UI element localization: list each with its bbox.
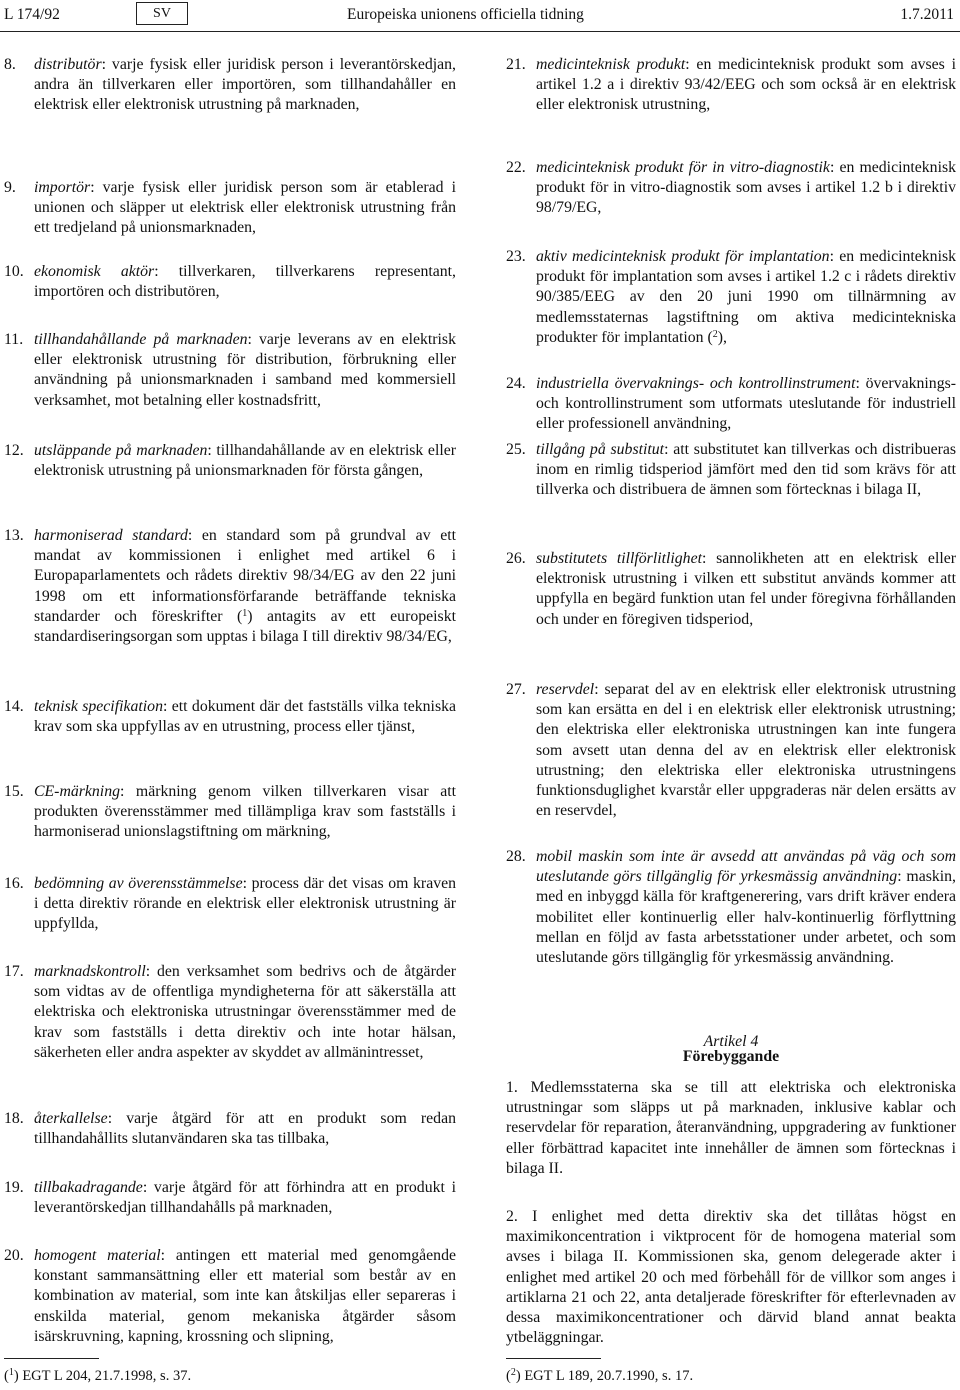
definition-body: : sannolikheten att en elektrisk eller elektronisk utrustning i vilken ett substitut används kommer att uppfylla en begärd funktion utan fel under föregivna förhållanden och under en föregiven tidsperiod,: [536, 550, 956, 628]
definition-body-tail: ),: [717, 328, 728, 346]
definition-text: [506, 680, 956, 821]
definition-term: medicinteknisk produkt för in vitro-diagnostik: [536, 159, 830, 176]
definition-body: : en standard som på grundval av ett mandat av kommissionen i enlighet med artikel 6 i Europaparlamentets och rådets direktiv 98/34/EG av den 22 juni 1998 om ett informationsförfarande beträffande tekniska standarder och föreskrifter (: [34, 527, 456, 625]
definition-item: [4, 962, 456, 1063]
definition-term: utsläppande på marknaden: [34, 442, 208, 459]
definition-item: [4, 262, 456, 302]
definition-item: [4, 441, 456, 481]
definition-term: bedömning av överensstämmelse: [34, 875, 243, 892]
definition-body: : märkning genom vilken tillverkaren visar att produkten överensstämmer med tillämpliga krav som fastställs i harmoniserad unionslagstiftning om märkning,: [34, 783, 456, 841]
definition-text: [506, 847, 956, 968]
definition-body: : övervaknings- och kontrollinstrument som utformats uteslutande för industriell eller professionell användning,: [536, 375, 956, 433]
definition-item: [4, 1246, 456, 1347]
definition-number: 20.: [4, 1247, 24, 1264]
definition-term: tillgång på substitut: [536, 441, 665, 458]
definition-body: : att substitutet kan tillverkas och distribueras inom en rimlig tidsperiod jämfört med den tid som krävs för att tillverka och distribuera de ämnen som förtecknas i bilaga II,: [536, 441, 956, 499]
page-reference: L 174/92: [4, 6, 60, 23]
definition-term: ekonomisk aktör: [34, 263, 155, 280]
footnote-mark: 2: [510, 1367, 516, 1378]
footnote-text: EGT L 204, 21.7.1998, s. 37.: [22, 1368, 192, 1384]
definition-term: teknisk specifikation: [34, 698, 163, 715]
footnote-left: ($^1$) EGT L 204, 21.7.1998, s. 37.: [4, 1367, 192, 1384]
footnote-text: EGT L 189, 20.7.1990, s. 17.: [524, 1368, 694, 1384]
definition-number: 11.: [4, 331, 24, 348]
definition-body: : varje leverans av en elektrisk eller elektronisk utrustning för distribution, förbrukning eller användning på unionsmarknaden i samband med kommersiell verksamhet, mot betalning eller kostnadsfritt,: [34, 331, 456, 409]
definition-number: 26.: [506, 550, 526, 567]
footnote-rule-left: [4, 1358, 99, 1359]
definition-body: : antingen ett material med genomgående konstant sammansättning eller ett material som består av en kombination av material, som inte kan åtskiljas eller separeras i enskilda material, genom mekaniska åtgärder såsom isärskruvning, kapning, krossning och slipning,: [34, 1247, 456, 1345]
definition-item: [506, 847, 956, 968]
definition-text: [4, 1178, 456, 1218]
definition-item: [4, 1178, 456, 1218]
definition-item: [4, 178, 456, 239]
footnote-rule-right: [506, 1358, 601, 1359]
definition-body-tail: ) antagits av ett europeiskt standardiseringsorgan som upptas i bilaga I till direktiv 98/34/EG,: [34, 607, 456, 646]
publication-date: 1.7.2011: [900, 6, 954, 23]
definition-body: : separat del av en elektrisk eller elektronisk utrustning som kan ersätta en del i en elektrisk eller elektronisk utrustning; den elektriska eller elektroniska utrustningen kan inte fungera som avsett utan denna del av en elektrisk eller elektronisk utrustning; den elektriska eller elektroniska utrustningens funktionsduglighet kvarstår eller uppgraderas när delen ersätts av en reservdel,: [536, 681, 956, 820]
definition-body: : varje åtgärd för att förhindra att en produkt i leverantörskedjan tillhandahålls på marknaden,: [34, 1179, 456, 1217]
definition-text: [4, 178, 456, 239]
definition-term: marknadskontroll: [34, 963, 146, 980]
footnote-reference: 1: [242, 607, 248, 619]
definition-number: 17.: [4, 963, 24, 980]
definition-number: 18.: [4, 1110, 24, 1127]
definition-body: : en medicinteknisk produkt för implantation som avses i artikel 1.2 c i rådets direktiv 90/385/EEG av den 20 juni 1990 om tillnärmning av medlemsstaternas lagstiftning om aktiva medicintekniska produkter för implantation (: [536, 248, 957, 346]
definition-number: 21.: [506, 56, 526, 73]
definition-item: [506, 549, 956, 630]
definition-term: tillbakadragande: [34, 1179, 143, 1196]
definition-body: : tillhandahållande av en elektrisk eller elektronisk utrustning på unionsmarknaden för första gången,: [34, 442, 456, 480]
definition-term: substitutets tillförlitlighet: [536, 550, 702, 567]
definition-number: 12.: [4, 442, 24, 459]
definition-term: reservdel: [536, 681, 595, 698]
definition-text: [4, 962, 456, 1063]
definition-item: [506, 247, 956, 348]
definition-text: [506, 440, 956, 501]
definition-body: : varje fysisk eller juridisk person som är etablerad i unionen och släpper ut elektrisk eller elektronisk utrustning från ett tredjeland på unionsmarknaden,: [34, 179, 456, 237]
definition-number: 19.: [4, 1179, 24, 1196]
article-paragraph-2: 2. I enlighet med detta direktiv ska det tillåtas högst en maximikoncentration i viktprocent för de homogena material som avses i bilaga II. Kommissionen ska, genom delegerade akter i enlighet med artikel 20 och med förbehåll för de villkor som anges i artiklarna 21 och 22, anta detaljerade föreskrifter för efterlevnaden av dessa maximikoncentrationer och därvid bland annat beakta ytbeläggningar.: [506, 1208, 956, 1347]
definition-body: : process där det visas om kraven i detta direktiv rörande en elektrisk eller elektronisk utrustning är uppfyllda,: [34, 875, 457, 933]
definition-number: 8.: [4, 56, 16, 73]
footnote-right: ($^2$) EGT L 189, 20.7.1990, s. 17.: [506, 1367, 694, 1384]
definition-item: [506, 158, 956, 219]
definition-term: återkallelse: [34, 1110, 108, 1127]
definition-term: CE-märkning: [34, 783, 120, 800]
definition-number: 24.: [506, 375, 526, 392]
journal-title: Europeiska unionens officiella tidning: [347, 6, 584, 23]
definition-term: aktiv medicinteknisk produkt för implantation: [536, 248, 830, 265]
definition-term: importör: [34, 179, 91, 196]
definition-term: harmoniserad standard: [34, 527, 188, 544]
footnote-reference: 2: [712, 328, 718, 340]
definition-body: : den verksamhet som bedrivs och de åtgärder som vidtas av de offentliga myndigheterna för att säkerställa att elektriska och elektroniska utrustningar överensstämmer med de krav som fastställs i detta direktiv och inte hotar hälsan, säkerheten eller andra aspekter av skyddet av allmänintresset,: [34, 963, 456, 1061]
definition-body: : en medicinteknisk produkt för in vitro-diagnostik som avses i artikel 1.2 b i direktiv 98/79/EG,: [536, 159, 957, 217]
definition-text: [4, 526, 456, 647]
definition-term: tillhandahållande på marknaden: [34, 331, 248, 348]
definition-text: [506, 158, 956, 219]
definition-item: [4, 782, 456, 843]
definition-item: [506, 440, 956, 501]
definition-item: [506, 680, 956, 821]
definition-text: [4, 262, 456, 302]
definition-number: 16.: [4, 875, 24, 892]
definition-text: [4, 441, 456, 481]
definition-text: [506, 55, 956, 116]
definition-term: homogent material: [34, 1247, 161, 1264]
definition-number: 27.: [506, 681, 526, 698]
definition-body: : en medicinteknisk produkt som avses i artikel 1.2 a i direktiv 93/42/EEG och som också är en elektrisk eller elektronisk utrustning,: [536, 56, 956, 114]
definition-item: [4, 55, 456, 116]
definition-text: [4, 874, 456, 935]
definition-text: [4, 1246, 456, 1347]
definition-text: [4, 1109, 456, 1149]
definition-text: [4, 697, 456, 737]
definition-item: [4, 330, 456, 411]
definition-item: [4, 697, 456, 737]
definition-number: 13.: [4, 527, 24, 544]
definition-body: : varje fysisk eller juridisk person i leverantörskedjan, andra än tillverkaren eller importören, som tillhandahåller en elektrisk eller elektronisk utrustning på marknaden,: [34, 56, 456, 114]
language-code-box: SV: [136, 2, 188, 25]
definition-text: [506, 549, 956, 630]
definition-term: mobil maskin som inte är avsedd att användas på väg och som uteslutande görs tillgänglig för yrkesmässig användning: [536, 848, 956, 886]
article-title: Artikel 4: [703, 1033, 759, 1050]
header-rule: [0, 31, 960, 32]
definition-body: : varje åtgärd för att en produkt som redan tillhandahållits slutanvändaren ska tas tillbaka,: [34, 1110, 456, 1148]
definition-text: [4, 782, 456, 843]
definition-text: [506, 374, 956, 435]
definition-term: industriella övervaknings- och kontrollinstrument: [536, 375, 856, 392]
article-heading: Förebyggande: [682, 1048, 780, 1065]
definition-number: 25.: [506, 441, 526, 458]
definition-text: [4, 330, 456, 411]
definition-term: medicinteknisk produkt: [536, 56, 686, 73]
definition-number: 22.: [506, 159, 526, 176]
definition-body: : tillverkaren, tillverkarens representant, importören och distributören,: [34, 263, 456, 301]
definition-body: : ett dokument där det fastställs vilka tekniska krav som ska uppfyllas av en utrustning, process eller tjänst,: [34, 698, 456, 736]
definition-item: [506, 374, 956, 435]
definition-item: [4, 874, 456, 935]
definition-text: [4, 55, 456, 116]
definition-number: 15.: [4, 783, 24, 800]
definition-term: distributör: [34, 56, 102, 73]
definition-number: 14.: [4, 698, 24, 715]
definition-number: 10.: [4, 263, 24, 280]
article-paragraph-1: 1. Medlemsstaterna ska se till att elektriska och elektroniska utrustningar som släpps ut på marknaden, inklusive kablar och reservdelar för reparation, återanvändning, uppgradering av funktioner eller förbättrad kapacitet inte innehåller de ämnen som förtecknas i bilaga II.: [506, 1079, 956, 1177]
definition-body: : maskin, med en inbyggd källa för kraftgenerering, vars drift kräver endera mobilitet eller kontinuerlig eller halv-kontinuerlig förflyttning mellan en följd av fasta arbetsstationer under arbetet, och som uteslutande görs tillgänglig för yrkesmässig användning.: [536, 868, 956, 967]
definition-number: 9.: [4, 179, 16, 196]
page-header: [0, 2, 960, 30]
definition-item: [506, 55, 956, 116]
definition-item: [4, 526, 456, 647]
definition-number: 28.: [506, 848, 526, 865]
definition-text: [506, 247, 956, 348]
definition-number: 23.: [506, 248, 526, 265]
footnote-mark: 1: [8, 1367, 14, 1378]
definition-item: [4, 1109, 456, 1149]
